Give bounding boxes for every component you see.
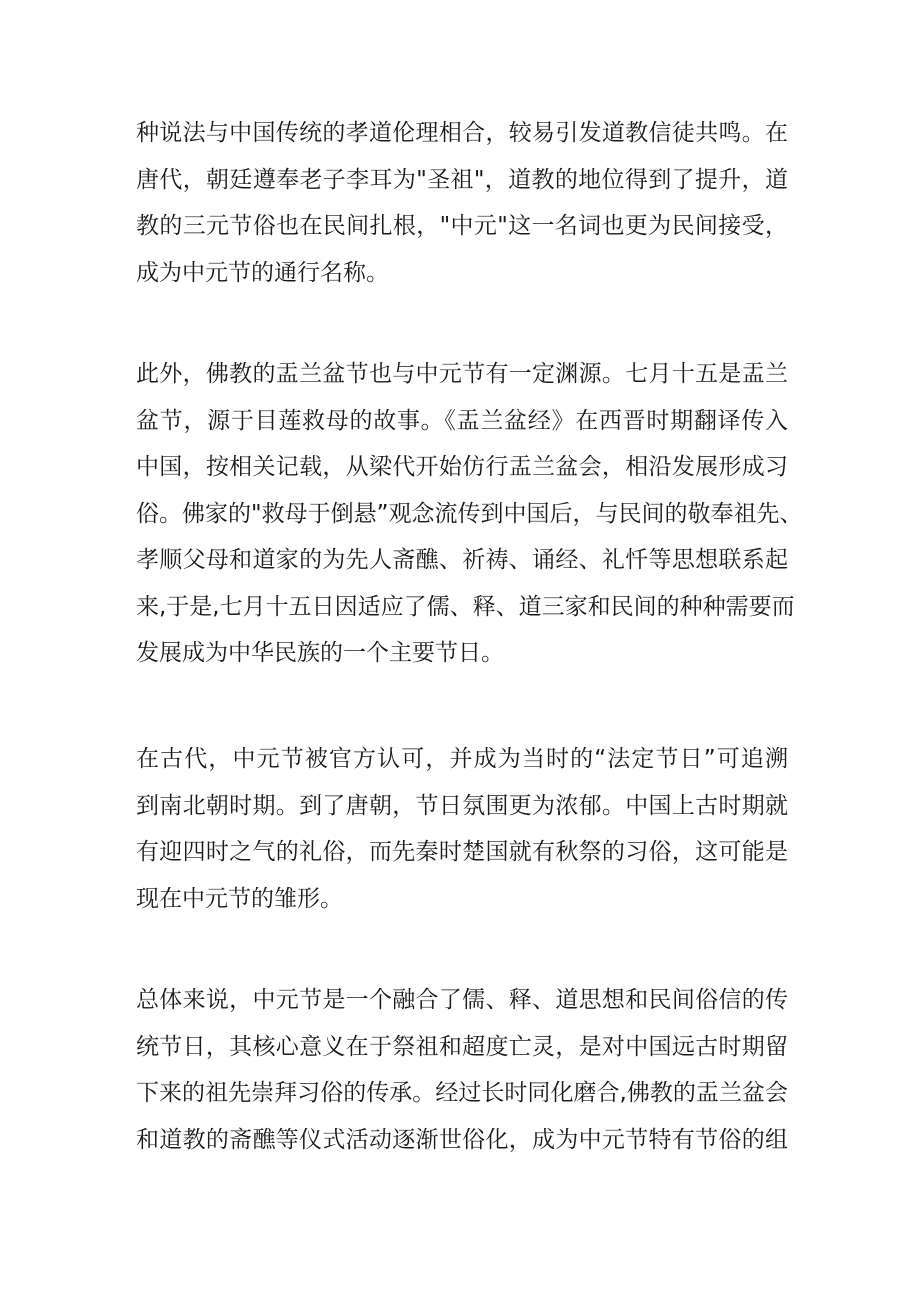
paragraph-line: 盆节，源于目莲救母的故事。《盂兰盆经》在西晋时期翻译传入 — [136, 407, 788, 434]
paragraph-line: 发展成为中华民族的一个主要节日。 — [136, 640, 504, 666]
paragraph-line: 统节日，其核心意义在于祭祖和超度亡灵，是对中国远古时期留 — [136, 1033, 788, 1060]
paragraph-line: 在古代，中元节被官方认可，并成为当时的“法定节日”可追溯 — [136, 746, 788, 772]
paragraph-line: 此外，佛教的盂兰盆节也与中元节有一定渊源。七月十五是盂兰 — [136, 361, 788, 387]
paragraph-line: 唐代，朝廷遵奉老子李耳为"圣祖"，道教的地位得到了提升，道 — [136, 166, 788, 193]
paragraph-line: 来,于是,七月十五日因适应了儒、释、道三家和民间的种种需要而 — [136, 593, 795, 620]
paragraph-line: 和道教的斋醮等仪式活动逐渐世俗化，成为中元节特有节俗的组 — [136, 1126, 788, 1153]
paragraph-line: 俗。佛家的"救母于倒悬”观念流传到中国后，与民间的敬奉祖先、 — [136, 500, 803, 527]
paragraph-line: 成为中元节的通行名称。 — [136, 259, 389, 286]
paragraph-line: 总体来说，中元节是一个融合了儒、释、道思想和民间俗信的传 — [136, 987, 788, 1013]
paragraph-line: 现在中元节的雏形。 — [136, 885, 343, 912]
paragraph-2 — [136, 351, 803, 677]
paragraph-line: 中国，按相关记载，从梁代开始仿行盂兰盆会，相沿发展形成习 — [136, 454, 788, 480]
paragraph-line: 有迎四时之气的礼俗，而先秦时楚国就有秋祭的习俗，这可能是 — [136, 839, 788, 865]
paragraph-line: 孝顺父母和道家的为先人斋醮、祈祷、诵经、礼忏等思想联系起 — [136, 547, 788, 573]
paragraph-line: 教的三元节俗也在民间扎根，"中元"这一名词也更为民间接受， — [136, 213, 788, 239]
paragraph-line: 下来的祖先崇拜习俗的传承。经过长时同化磨合,佛教的盂兰盆会 — [136, 1080, 788, 1106]
paragraph-1 — [136, 110, 788, 296]
paragraph-3 — [136, 736, 788, 922]
paragraph-line: 种说法与中国传统的孝道伦理相合，较易引发道教信徒共鸣。在 — [136, 120, 788, 146]
paragraph-4 — [136, 977, 788, 1163]
paragraph-line: 到南北朝时期。到了唐朝，节日氛围更为浓郁。中国上古时期就 — [136, 792, 788, 819]
